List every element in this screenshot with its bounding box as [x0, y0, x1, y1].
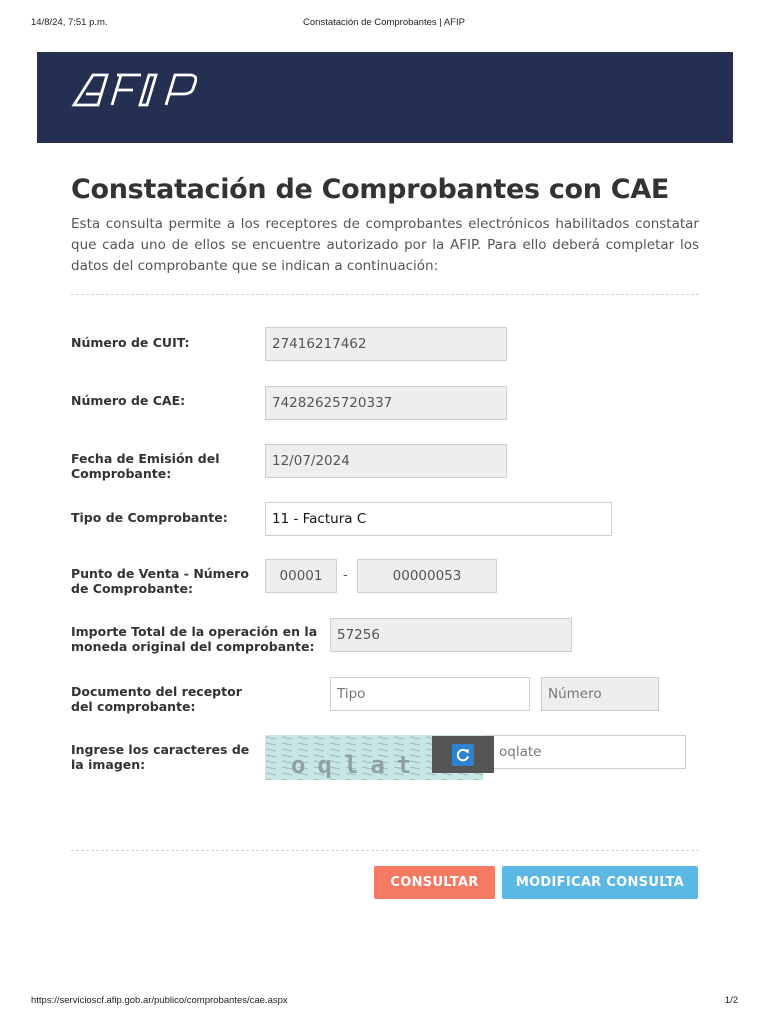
print-page-number: 1/2: [724, 995, 738, 1006]
captcha-refresh-area: [432, 736, 494, 773]
numero-comprobante-input[interactable]: 00000053: [357, 559, 497, 593]
print-footer: [0, 995, 768, 1009]
print-url: https://serviciosсf.afip.gob.ar/publico/comprobantes/cae.aspx: [31, 995, 288, 1006]
fecha-input[interactable]: 12/07/2024: [265, 444, 507, 478]
captcha-refresh-button[interactable]: [452, 744, 474, 766]
importe-label: Importe Total de la operación en la moneda original del comprobante:: [71, 624, 318, 654]
documento-tipo-select[interactable]: Tipo: [330, 677, 530, 711]
importe-input[interactable]: 57256: [330, 618, 572, 652]
cae-label: Número de CAE:: [71, 393, 186, 408]
intro-text: Esta consulta permite a los receptores de comprobantes electrónicos habilitados constatar que cada uno de ellos se encuentre autorizado por la AFIP. Para ello deberá completar los datos del comprobante que se indican a continuación:: [71, 216, 699, 274]
afip-header-banner: [37, 52, 733, 143]
tipo-comprobante-select[interactable]: 11 - Factura C: [265, 502, 612, 536]
divider: [71, 294, 699, 295]
page-title: Constatación de Comprobantes con CAE: [71, 174, 670, 205]
consultar-button[interactable]: CONSULTAR: [374, 866, 495, 899]
fecha-label: Fecha de Emisión del Comprobante:: [71, 451, 220, 481]
print-header: [0, 17, 768, 31]
cuit-label: Número de CUIT:: [71, 335, 190, 350]
punto-venta-separator: -: [343, 568, 348, 583]
tipo-comprobante-label: Tipo de Comprobante:: [71, 510, 228, 525]
cae-input[interactable]: 74282625720337: [265, 386, 507, 420]
punto-venta-label: Punto de Venta - Número de Comprobante:: [71, 566, 249, 596]
cuit-input[interactable]: 27416217462: [265, 327, 507, 361]
divider: [71, 850, 699, 851]
print-page-title: Constatación de Comprobantes | AFIP: [303, 17, 465, 28]
captcha-text: oqlat: [291, 751, 424, 779]
captcha-input[interactable]: oqlate: [432, 735, 686, 769]
documento-label: Documento del receptor del comprobante:: [71, 684, 242, 714]
afip-logo-mark: [74, 75, 196, 105]
punto-venta-input[interactable]: 00001: [265, 559, 337, 593]
documento-numero-input[interactable]: Número: [541, 677, 659, 711]
refresh-icon: [455, 747, 471, 763]
afip-logo: [71, 72, 197, 108]
print-timestamp: 14/8/24, 7:51 p.m.: [31, 17, 108, 28]
captcha-label: Ingrese los caracteres de la imagen:: [71, 742, 250, 772]
modificar-consulta-button[interactable]: MODIFICAR CONSULTA: [502, 866, 698, 899]
